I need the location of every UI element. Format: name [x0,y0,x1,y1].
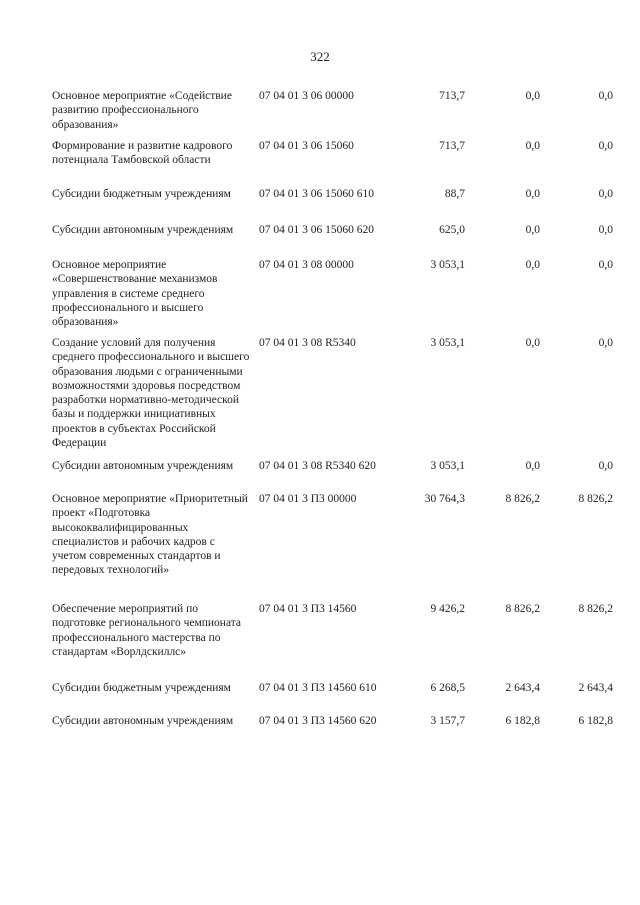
row-name: Субсидии бюджетным учреждениям [52,188,231,200]
row-name: Субсидии бюджетным учреждениям [52,682,231,694]
row-value-3: 0,0 [598,224,613,236]
row-name: Основное мероприятие «Совершенствование механизмов управления в системе среднего профессионального и высшего образования» [52,259,218,329]
page-number: 322 [310,49,330,64]
row-name: Формирование и развитие кадрового потенциала Тамбовской области [52,140,233,167]
row-value-3: 0,0 [598,337,613,349]
row-value-2: 0,0 [525,337,540,349]
row-value-1: 713,7 [439,90,465,102]
row-value-1: 6 268,5 [430,682,465,694]
row-value-3: 0,0 [598,140,613,152]
row-value-1: 713,7 [439,140,465,152]
row-code: 07 04 01 3 П3 14560 620 [259,715,377,727]
row-value-2: 0,0 [525,188,540,200]
row-code: 07 04 01 3 06 15060 620 [259,224,374,236]
row-name: Основное мероприятие «Приоритетный проект «Подготовка высококвалифицированных специалистов и рабочих кадров с учетом современных стандартов и передовых технологий» [52,493,248,577]
row-name: Субсидии автономным учреждениям [52,715,234,727]
row-value-2: 0,0 [525,460,540,472]
row-value-3: 0,0 [598,460,613,472]
row-code: 07 04 01 3 06 15060 [259,140,354,152]
row-value-1: 3 053,1 [430,460,465,472]
row-value-2: 0,0 [525,140,540,152]
row-code: 07 04 01 3 08 R5340 620 [259,460,376,472]
row-value-2: 8 826,2 [505,493,540,505]
row-name: Обеспечение мероприятий по подготовке регионального чемпионата профессионального мастерства по стандартам «Ворлдскиллс» [52,603,242,658]
row-code: 07 04 01 3 П3 00000 [259,493,357,505]
row-value-2: 0,0 [525,90,540,102]
row-value-2: 6 182,8 [505,715,540,727]
row-code: 07 04 01 3 06 15060 610 [259,188,374,200]
row-name: Субсидии автономным учреждениям [52,460,234,472]
row-value-3: 8 826,2 [578,603,613,615]
row-value-1: 3 053,1 [430,259,465,271]
row-value-1: 625,0 [439,224,465,236]
row-code: 07 04 01 3 П3 14560 [259,603,357,615]
row-value-1: 3 157,7 [430,715,465,727]
row-value-1: 3 053,1 [430,337,465,349]
row-value-2: 0,0 [525,224,540,236]
row-code: 07 04 01 3 08 00000 [259,259,354,271]
row-value-1: 30 764,3 [424,493,465,505]
row-code: 07 04 01 3 08 R5340 [259,337,356,349]
row-code: 07 04 01 3 П3 14560 610 [259,682,377,694]
row-value-2: 2 643,4 [505,682,540,694]
row-value-3: 2 643,4 [578,682,613,694]
row-value-1: 88,7 [444,188,465,200]
row-value-2: 8 826,2 [505,603,540,615]
row-code: 07 04 01 3 06 00000 [259,90,354,102]
row-value-1: 9 426,2 [430,603,465,615]
row-name: Основное мероприятие «Содействие развитию профессионального образования» [52,90,232,131]
row-name: Создание условий для получения среднего профессионального и высшего образования людьми с ограниченными возможностями здоровья посредством разработки нормативно-методической базы и поддержки инициативных проектов в субъектах Российской Федерации [52,337,250,450]
row-name: Субсидии автономным учреждениям [52,224,234,236]
row-value-3: 8 826,2 [578,493,613,505]
row-value-2: 0,0 [525,259,540,271]
row-value-3: 6 182,8 [578,715,613,727]
row-value-3: 0,0 [598,90,613,102]
row-value-3: 0,0 [598,259,613,271]
row-value-3: 0,0 [598,188,613,200]
